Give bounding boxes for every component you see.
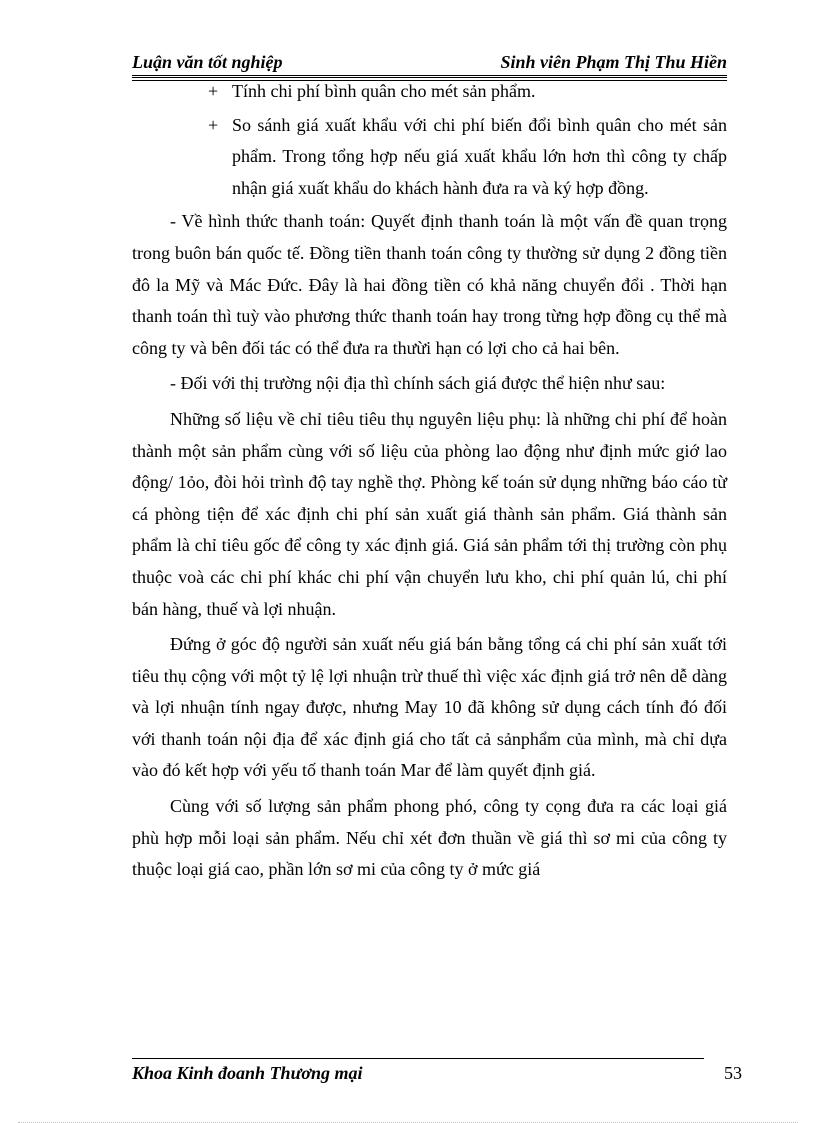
page-header: [132, 52, 727, 76]
bullet-item: [132, 76, 727, 108]
bullet-mark: +: [208, 81, 219, 101]
bullet-text: So sánh giá xuất khẩu với chi phí biến đổi bình quân cho mét sản phẩm. Trong tổng hợp nếu giá xuất khẩu lớn hơn thì công ty chấp nhận giá xuất khẩu do khách hành đưa ra và ký hợp đồng.: [232, 114, 727, 198]
paragraph-producer-view: Đứng ở góc độ người sản xuất nếu giá bán bằng tổng cá chi phí sản xuất tới tiêu thụ cộng với một tỷ lệ lợi nhuận trừ thuế thì việc xác định giá trở nên dễ dàng và lợi nhuận tính ngay được, nhưng May 10 đã không sử dụng cách tính đó đối với thanh toán nội địa để xác định giá cho tất cả sảnphẩm của mình, mà chỉ dựa vào đó kết hợp với yếu tố thanh toán Mar để làm quyết định giá.: [132, 634, 727, 781]
paragraph-payment: - Về hình thức thanh toán: Quyết định thanh toán là một vấn đề quan trọng trong buôn bán quốc tế. Đồng tiền thanh toán công ty thường sử dụng 2 đồng tiền đô la Mỹ và Mác Đức. Đây là hai đồng tiền có khả năng chuyển đổi . Thời hạn thanh toán thì tuỳ vào phương thức thanh toán hay trong từng hợp đồng cụ thể mà công ty và bên đối tác có thể đưa ra thưừi hạn có lợi cho cả hai bên.: [132, 211, 727, 358]
page-number: 53: [724, 1063, 742, 1083]
header-author: Sinh viên Phạm Thị Thu Hiền: [500, 52, 727, 72]
footer-faculty: Khoa Kinh đoanh Thương mại: [132, 1063, 363, 1083]
document-body: [132, 76, 727, 886]
paragraph-product-pricing: Cùng với số lượng sản phẩm phong phó, công ty cọng đưa ra các loại giá phù hợp mỗi loại sản phẩm. Nếu chỉ xét đơn thuần về giá thì sơ mi của công ty thuộc loại giá cao, phần lớn sơ mi của công ty ở mức giá: [132, 796, 727, 880]
footer-divider: [132, 1058, 704, 1059]
header-thesis-title: Luận văn tốt nghiệp: [132, 52, 283, 72]
bullet-item: [132, 110, 727, 205]
bullet-text: Tính chi phí bình quân cho mét sản phẩm.: [232, 81, 536, 101]
paragraph-cost-data: Những số liệu về chỉ tiêu tiêu thụ nguyên liệu phụ: là những chi phí để hoàn thành một sản phẩm cùng với số liệu của phòng lao động như định mức giớ lao động/ 1ỏo, đòi hỏi trình độ tay nghề thợ. Phòng kế toán sử dụng những báo cáo từ cá phòng tiện để xác định chi phí sản xuất giá thành sản phẩm. Giá thành sản phẩm là chỉ tiêu gốc để công ty xác định giá. Giá sản phẩm tới thị trường còn phụ thuộc voà các chi phí khác chi phí vận chuyển lưu kho, chi phí quản lú, chi phí bán hàng, thuế và lợi nhuận.: [132, 408, 727, 619]
paragraph-domestic-intro: - Đối với thị trường nội địa thì chính sách giá được thể hiện như sau:: [170, 373, 666, 394]
bullet-mark: +: [208, 114, 219, 135]
